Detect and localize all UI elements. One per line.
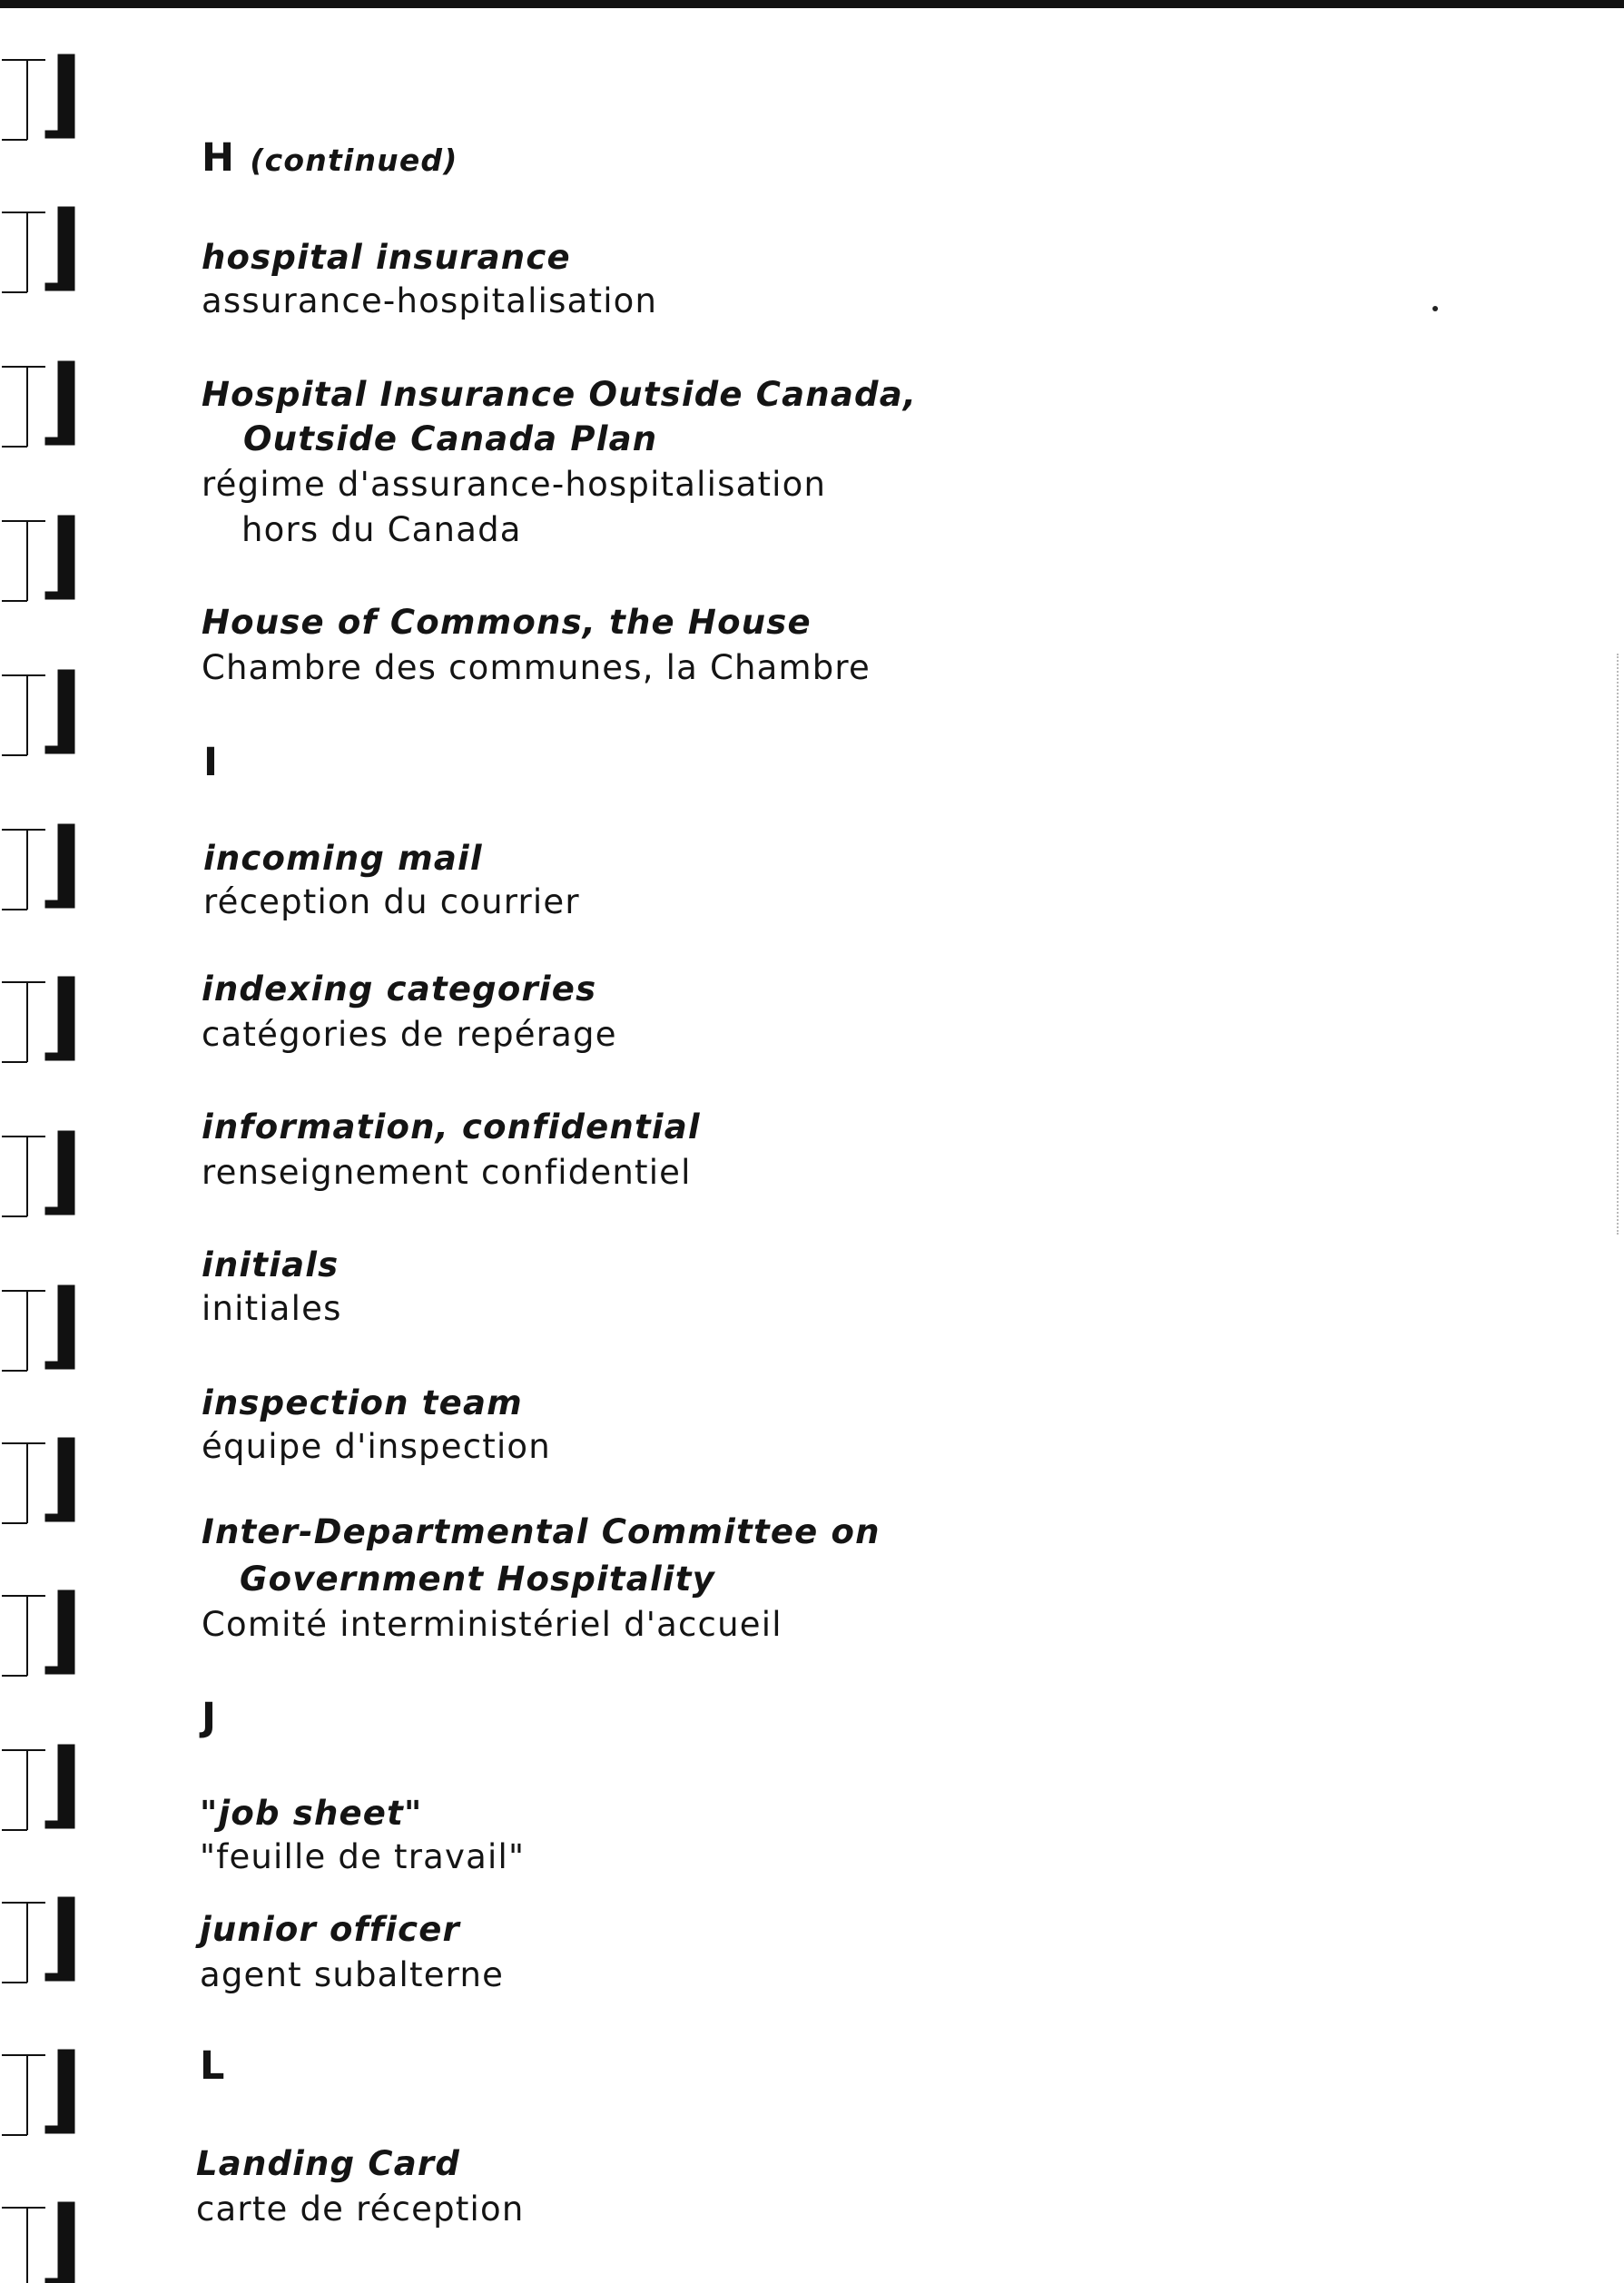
binding-ring-cap — [45, 438, 71, 445]
binding-ring — [58, 1897, 74, 1981]
binding-wire — [2, 1443, 45, 1523]
binding-wire — [2, 521, 45, 601]
term-french: agent subalterne — [200, 1955, 505, 1994]
spiral-binding — [0, 0, 109, 2283]
term-english: information, confidential — [202, 1107, 701, 1146]
binding-ring — [58, 670, 74, 753]
binding-ring-cap — [45, 1667, 71, 1674]
binding-wire — [2, 1137, 45, 1216]
term-english: Inter-Departmental Committee on — [202, 1512, 881, 1551]
binding-ring — [58, 1438, 74, 1521]
binding-ring — [58, 824, 74, 908]
binding-ring-cap — [45, 592, 71, 599]
binding-ring-cap — [45, 1053, 71, 1060]
term-english: House of Commons, the House — [202, 603, 812, 642]
binding-wire — [2, 60, 45, 140]
binding-ring — [58, 361, 74, 445]
binding-wire — [2, 830, 45, 910]
binding-ring — [58, 207, 74, 290]
binding-ring-cap — [45, 746, 71, 753]
term-english: junior officer — [200, 1910, 460, 1949]
binding-ring-cap — [45, 2278, 71, 2283]
page-edge-shadow — [1617, 654, 1624, 1235]
term-english-continued: Outside Canada Plan — [243, 419, 658, 458]
term-english: Landing Card — [196, 2144, 461, 2183]
binding-ring-cap — [45, 131, 71, 138]
term-french: initiales — [202, 1289, 342, 1328]
term-french: régime d'assurance-hospitalisation — [202, 465, 827, 504]
binding-wire — [2, 1903, 45, 1983]
term-french-continued: hors du Canada — [241, 510, 522, 549]
binding-ring — [58, 1590, 74, 1674]
term-english-continued: Government Hospitality — [240, 1560, 715, 1599]
binding-wire — [2, 2055, 45, 2135]
section-heading-j: J — [202, 1695, 218, 1740]
binding-wire — [2, 2208, 45, 2283]
binding-wire — [2, 982, 45, 1062]
binding-ring-cap — [45, 283, 71, 290]
term-french: carte de réception — [196, 2190, 525, 2229]
term-french: assurance-hospitalisation — [202, 281, 658, 320]
binding-ring-cap — [45, 1514, 71, 1521]
binding-ring-cap — [45, 1973, 71, 1981]
binding-ring-cap — [45, 900, 71, 908]
binding-ring-cap — [45, 1821, 71, 1828]
binding-ring-cap — [45, 2126, 71, 2133]
binding-ring — [58, 2050, 74, 2133]
binding-ring — [58, 977, 74, 1060]
section-heading-i: I — [203, 740, 220, 785]
term-english: hospital insurance — [202, 238, 571, 277]
binding-wire — [2, 1750, 45, 1830]
binding-wire — [2, 1291, 45, 1371]
term-english: incoming mail — [203, 839, 483, 878]
term-french: Comité interministériel d'accueil — [202, 1605, 782, 1644]
term-english: initials — [202, 1245, 340, 1284]
binding-wire — [2, 1596, 45, 1676]
binding-ring — [58, 1285, 74, 1369]
binding-wire — [2, 367, 45, 447]
term-french: équipe d'inspection — [202, 1427, 551, 1466]
binding-ring — [58, 1745, 74, 1828]
binding-wire — [2, 675, 45, 755]
section-heading-h: H (continued) — [202, 135, 458, 181]
top-edge-line — [0, 0, 1624, 8]
binding-wire — [2, 212, 45, 292]
binding-ring — [58, 1131, 74, 1215]
binding-ring — [58, 2202, 74, 2283]
scan-speck — [1432, 306, 1438, 311]
binding-ring-cap — [45, 1207, 71, 1215]
binding-ring-cap — [45, 1362, 71, 1369]
section-heading-l: L — [200, 2043, 226, 2089]
term-english: Hospital Insurance Outside Canada, — [202, 375, 918, 414]
term-french: renseignement confidentiel — [202, 1153, 692, 1192]
term-english: inspection team — [202, 1383, 523, 1422]
term-english: "job sheet" — [200, 1794, 423, 1833]
term-french: réception du courrier — [203, 882, 580, 921]
binding-ring — [58, 516, 74, 599]
term-french: "feuille de travail" — [200, 1837, 526, 1876]
term-french: catégories de repérage — [202, 1015, 617, 1054]
term-french: Chambre des communes, la Chambre — [202, 648, 871, 687]
binding-ring — [58, 54, 74, 138]
term-english: indexing categories — [202, 969, 597, 1009]
